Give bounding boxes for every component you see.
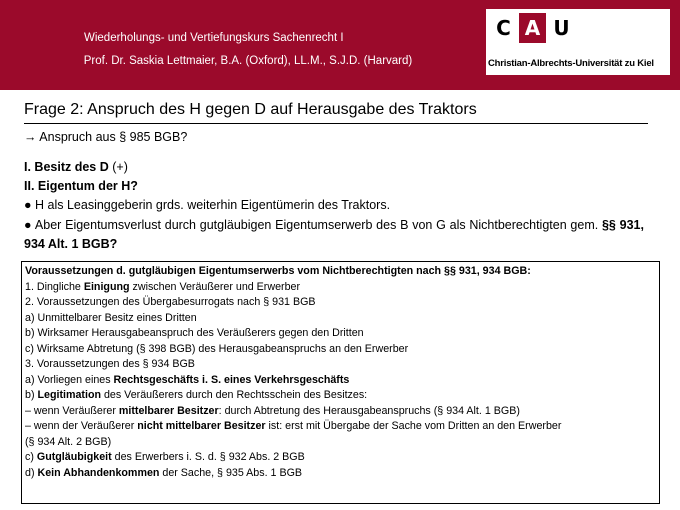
dash-2-prefix: – wenn der Veräußerer — [25, 420, 138, 432]
req-3d-rest: der Sache, § 935 Abs. 1 BGB — [159, 466, 303, 479]
dash-2-rest: ist: erst mit Übergabe der Sache vom Dritten an den Erwerber — [265, 420, 562, 432]
outline-item-eigentum: II. Eigentum der H? — [24, 179, 138, 194]
course-author: Prof. Dr. Saskia Lettmaier, B.A. (Oxford), LL.M., S.J.D. (Harvard) — [83, 55, 413, 67]
outline-bullet-eigentumsverlust — [24, 216, 644, 254]
logo-caption: Christian-Albrechts-Universität zu Kiel — [488, 58, 654, 69]
dash-1-rest: : durch Abtretung des Herausgabeanspruchs (§ 934 Alt. 1 BGB) — [218, 404, 520, 417]
outline-item-besitz — [24, 158, 644, 177]
req-3b-prefix: b) — [25, 389, 38, 401]
req-3b-key: Legitimation — [37, 389, 102, 401]
question-heading: Frage 2: Anspruch des H gegen D auf Herausgabe des Traktors — [24, 101, 477, 118]
req-3d-key: Kein Abhandenkommen — [37, 466, 160, 479]
req-3c — [25, 450, 656, 466]
req-2: 2. Voraussetzungen des Übergabesurrogats nach § 931 BGB — [25, 296, 316, 308]
outline-item-besitz-result: (+) — [112, 160, 128, 174]
header-bar — [0, 0, 680, 90]
claim-basis: → Anspruch aus § 985 BGB? — [24, 130, 188, 144]
req-3c-prefix: c) — [25, 451, 37, 463]
req-3b-dash-2-cont: (§ 934 Alt. 2 BGB) — [25, 435, 112, 448]
heading-divider — [24, 123, 648, 124]
logo-letters — [490, 13, 577, 43]
req-3: 3. Voraussetzungen des § 934 BGB — [25, 358, 195, 370]
req-3b-dash-2 — [25, 419, 656, 435]
req-2b: b) Wirksamer Herausgabeanspruch des Veräußerers gegen den Dritten — [25, 327, 364, 339]
req-1-rest: zwischen Veräußerer und Erwerber — [129, 280, 301, 293]
university-logo — [486, 9, 670, 75]
req-3a-key: Rechtsgeschäfts i. S. eines Verkehrsgeschäfts — [113, 373, 350, 386]
outline-item-besitz-label: I. Besitz des D — [24, 160, 113, 174]
box-heading: Voraussetzungen d. gutgläubigen Eigentumserwerbs vom Nichtberechtigten nach §§ 931, 934 BGB: — [25, 265, 531, 277]
course-title: Wiederholungs- und Vertiefungskurs Sachenrecht I — [84, 32, 344, 44]
req-1-prefix: 1. Dingliche — [25, 280, 84, 293]
dash-1-prefix: – wenn Veräußerer — [25, 404, 119, 417]
dash-1-key: mittelbarer Besitzer — [118, 404, 219, 417]
req-1 — [25, 280, 656, 296]
req-3a — [25, 373, 656, 389]
logo-letter-u: U — [548, 13, 575, 43]
req-2c: c) Wirksame Abtretung (§ 398 BGB) des Herausgabeanspruchs an den Erwerber — [25, 342, 409, 355]
req-3c-key: Gutgläubigkeit — [36, 451, 112, 463]
req-3b-rest: des Veräußerers durch den Rechtsschein des Besitzes: — [101, 389, 368, 401]
req-3b-dash-1 — [25, 404, 656, 420]
logo-letter-a: A — [519, 13, 546, 43]
bullet-norm: §§ 931, 934 Alt. 1 BGB? — [24, 217, 644, 251]
req-3a-prefix: a) Vorliegen eines — [25, 373, 114, 386]
req-3d — [25, 466, 656, 482]
outline — [24, 158, 644, 254]
dash-2-key: nicht mittelbarer Besitzer — [137, 420, 266, 432]
req-2a: a) Unmittelbarer Besitz eines Dritten — [25, 311, 197, 324]
req-3d-prefix: d) — [25, 466, 38, 479]
req-1-key: Einigung — [83, 280, 130, 293]
bullet-text: ● Aber Eigentumsverlust durch gutgläubigen Eigentumserwerb des B von G als Nichtberechtigten gem. — [24, 217, 602, 232]
requirements-box — [21, 261, 660, 504]
logo-letter-c: C — [490, 13, 517, 43]
req-3b — [25, 388, 656, 404]
req-3c-rest: des Erwerbers i. S. d. § 932 Abs. 2 BGB — [111, 451, 305, 463]
outline-bullet-leasing: ● H als Leasinggeberin grds. weiterhin Eigentümerin des Traktors. — [24, 198, 391, 213]
